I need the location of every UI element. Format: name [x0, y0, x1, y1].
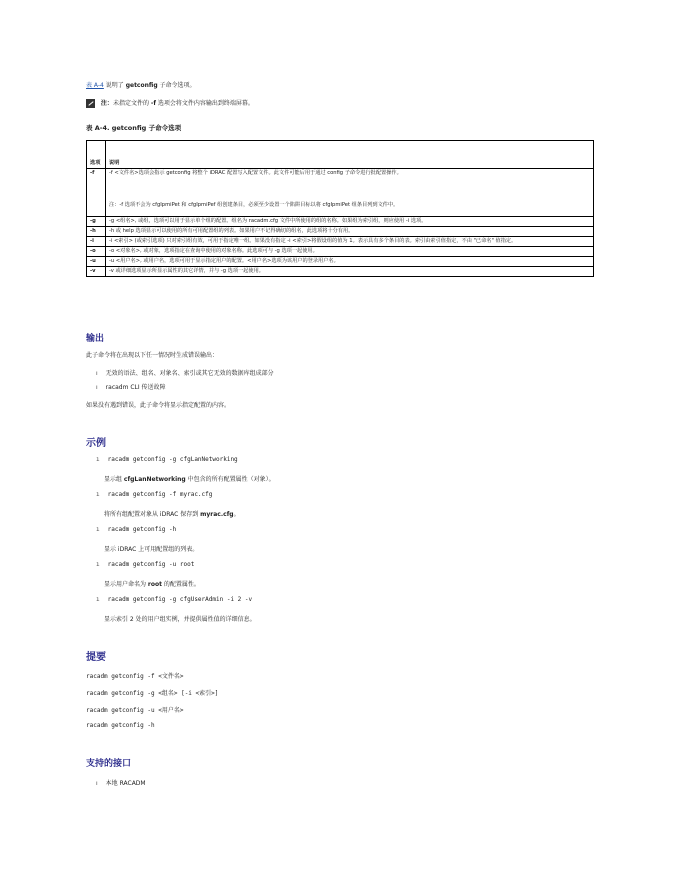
- table-row: -i -i <索引> (或索引选项) 只对索引组有效，可用于指定唯一组。如果没有指定 -i <索引>将假设组的值为 1。表示具有多个条目的表。索引由索引值指定，不由 "已命名" 值指定。: [87, 237, 594, 247]
- bullet-icon: ı: [96, 561, 100, 568]
- table-row: -h -h 或 help 选项显示可以使用的所有可用配置组的列表。如果用户不记得确切的组名，此选项将十分有用。: [87, 227, 594, 237]
- table-row: -f -f <文件名>选项会指示 getconfig 将整个 iDRAC 配置写入配置文件。此文件可能后用于通过 config 子命令进行批配置操作。 注：-f 选项不会为 cfgIpmiPet 和 cfgIpmiPef 组创建条目，必须至少设置一个陷阱目标以将 cfgIpmiPet 组条目列到文件中。: [87, 169, 594, 217]
- note-box: 注：未指定文件的 -f 选项会将文件内容输出到终端屏幕。: [86, 98, 254, 108]
- interfaces-heading: 支持的接口: [86, 759, 132, 769]
- bullet-icon: ı: [96, 780, 98, 787]
- example-desc: 显示索引 2 处的用户组实例，并提供属性值的详细信息。: [104, 616, 256, 623]
- synopsis-line: racadm getconfig -u <用户名>: [86, 707, 184, 714]
- intro-line: 表 A-4 说明了 getconfig 子命令选项。: [86, 82, 196, 89]
- list-item: ı 无效的语法、组名、对象名、索引或其它无效的数据库组成部分: [96, 370, 274, 377]
- row-note: 注：-f 选项不会为 cfgIpmiPet 和 cfgIpmiPef 组创建条目，必须至少设置一个陷阱目标以将 cfgIpmiPet 组条目列到文件中。: [109, 202, 399, 208]
- example-desc: 显示用户命名为 root 的配置属性。: [104, 581, 200, 588]
- table-header-row: 选项 说明: [87, 141, 594, 169]
- output-intro: 此子命令将在出现以下任一情况时生成错误输出：: [86, 352, 219, 359]
- example-cmd: ı racadm getconfig -g cfgLanNetworking: [96, 456, 238, 463]
- cmd-name: getconfig: [125, 82, 158, 89]
- table-row: -o -o <对象名>, 或对象，选项指定在查询中使用的对象名称。此选项可与 -g 选项一起使用。: [87, 247, 594, 257]
- bullet-icon: ı: [96, 384, 98, 391]
- example-cmd: ı racadm getconfig -h: [96, 526, 177, 533]
- synopsis-line: racadm getconfig -f <文件名>: [86, 673, 184, 680]
- output-heading: 输出: [86, 334, 105, 344]
- table-link[interactable]: 表 A-4: [86, 82, 104, 89]
- examples-heading: 示例: [86, 438, 106, 449]
- list-item: ı 本地 RACADM: [96, 780, 146, 787]
- note-pencil-icon: [86, 99, 95, 108]
- example-cmd: ı racadm getconfig -f myrac.cfg: [96, 491, 213, 498]
- table-row: -g -g <组名>, 或组，选项可以用于显示单个组的配置。组名为 racadm.cfg 文件中所使用的组的名称。如果组为索引组，则应使用 -i 选项。: [87, 217, 594, 227]
- list-item: ı racadm CLI 传送故障: [96, 384, 166, 391]
- bullet-icon: ı: [96, 596, 100, 603]
- example-desc: 将所有组配置对象从 iDRAC 保存到 myrac.cfg。: [104, 511, 240, 518]
- bullet-icon: ı: [96, 491, 100, 498]
- options-table: [86, 140, 594, 277]
- bullet-icon: ı: [96, 526, 100, 533]
- example-cmd: ı racadm getconfig -u root: [96, 561, 195, 568]
- bullet-icon: ı: [96, 456, 100, 463]
- table-row: -u -u <用户名>, 或用户名，选项可用于显示指定用户的配置。<用户名>选项为该用户的登录用户名。: [87, 257, 594, 267]
- example-cmd: ı racadm getconfig -g cfgUserAdmin -i 2 -v: [96, 596, 253, 603]
- example-desc: 显示组 cfgLanNetworking 中包含的所有配置属性（对象）。: [104, 476, 275, 483]
- table-title: 表 A-4. getconfig 子命令选项: [86, 124, 182, 132]
- synopsis-line: racadm getconfig -g <组名> [-i <索引>]: [86, 690, 219, 697]
- synopsis-line: racadm getconfig -h: [86, 722, 155, 729]
- example-desc: 显示 iDRAC 上可用配置组的列表。: [104, 546, 199, 553]
- bullet-icon: ı: [96, 370, 98, 377]
- table-row: -v -v 或详细选项显示所显示属性的其它详情，并与 -g 选项一起使用。: [87, 267, 594, 277]
- synopsis-heading: 提要: [86, 652, 106, 663]
- output-outro: 如果没有遇到错误，此子命令将显示指定配置的内容。: [86, 402, 231, 409]
